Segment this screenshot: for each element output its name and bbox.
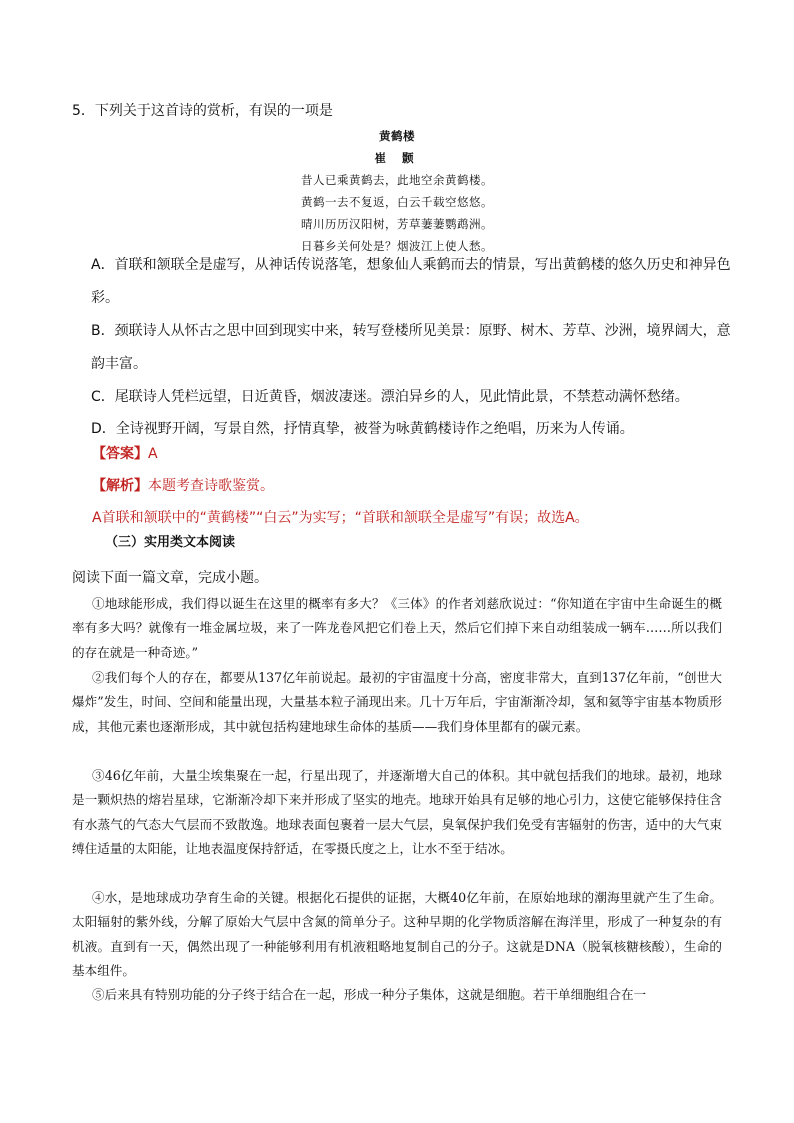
question-stem: 5．下列关于这首诗的赏析，有误的一项是 bbox=[72, 103, 333, 119]
analysis-label: 【解析】 bbox=[92, 478, 148, 494]
answer-line bbox=[92, 444, 158, 464]
poem-line: 黄鹤一去不复返，白云千载空悠悠。 bbox=[301, 195, 493, 209]
poem-line: 昔人已乘黄鹤去，此地空余黄鹤楼。 bbox=[301, 173, 493, 187]
analysis-detail: A首联和颔联中的“黄鹤楼”“白云”为实写；“首联和颔联全是虚写”有误；故选A。 bbox=[92, 510, 589, 526]
option-c: C．尾联诗人凭栏远望，日近黄昏，烟波凄迷。漂泊异乡的人，见此情此景，不禁惹动满怀愁绪。 bbox=[91, 389, 689, 405]
article-paragraph-4: ④水，是地球成功孕育生命的关键。根据化石提供的证据，大概40亿年前，在原始地球的潮海里就产生了生命。太阳辐射的紫外线，分解了原始大气层中含氮的简单分子。这种早期的化学物质溶解在海洋里，形成了一种复杂的有机液。直到有一天，偶然出现了一种能够利用有机液粗略地复制自己的分子。这就是DNA（脱氧核糖核酸），生命的基本组件。 bbox=[72, 890, 722, 979]
article-paragraph-1: ①地球能形成，我们得以诞生在这里的概率有多大？《三体》的作者刘慈欣说过：“你知道在宇宙中生命诞生的概率有多大吗？就像有一堆金属垃圾，来了一阵龙卷风把它们卷上天，然后它们掉下来自动组装成一辆车……所以我们的存在就是一种奇迹。” bbox=[72, 596, 722, 660]
option-d: D．全诗视野开阔，写景自然，抒情真挚，被誉为咏黄鹤楼诗作之绝唱，历来为人传诵。 bbox=[91, 421, 634, 437]
analysis-text: 本题考查诗歌鉴赏。 bbox=[148, 478, 274, 494]
analysis-line bbox=[92, 476, 274, 496]
option-b: B．颈联诗人从怀古之思中回到现实中来，转写登楼所见美景：原野、树木、芳草、沙洲，境界阔大，意韵丰富。 bbox=[91, 323, 731, 372]
poem-line: 晴川历历汉阳树，芳草萋萋鹦鹉洲。 bbox=[301, 217, 493, 231]
poem-line: 日暮乡关何处是？烟波江上使人愁。 bbox=[301, 239, 493, 253]
poem-author: 崔 颢 bbox=[374, 151, 420, 165]
article-paragraph-2: ②我们每个人的存在，都要从137亿年前说起。最初的宇宙温度十分高，密度非常大，直到137亿年前，“创世大爆炸”发生，时间、空间和能量出现，大量基本粒子涌现出来。几十万年后，宇宙渐渐冷却，氢和氦等宇宙基本物质形成，其他元素也逐渐形成，其中就包括构建地球生命体的基质——我们身体里都有的碳元素。 bbox=[72, 670, 722, 734]
answer-value: A bbox=[148, 446, 158, 462]
reading-instruction: 阅读下面一篇文章，完成小题。 bbox=[72, 570, 268, 586]
article-paragraph-3: ③46亿年前，大量尘埃集聚在一起，行星出现了，并逐渐增大自己的体积。其中就包括我们的地球。最初，地球是一颗炽热的熔岩星球，它渐渐冷却下来并形成了坚实的地壳。地球开始具有足够的地心引力，这使它能够保持住含有水蒸气的气态大气层而不致散逸。地球表面包裹着一层大气层，臭氧保护我们免受有害辐射的伤害，适中的大气束缚住适量的太阳能，让地表温度保持舒适，在零摄氏度之上，让水不至于结冰。 bbox=[72, 768, 722, 857]
option-a: A．首联和颔联全是虚写，从神话传说落笔，想象仙人乘鹤而去的情景，写出黄鹤楼的悠久历史和神异色彩。 bbox=[91, 257, 731, 306]
answer-label: 【答案】 bbox=[92, 446, 148, 462]
article-paragraph-5: ⑤后来具有特别功能的分子终于结合在一起，形成一种分子集体，这就是细胞。若干单细胞组合在一 bbox=[92, 987, 647, 1002]
poem-title: 黄鹤楼 bbox=[379, 129, 415, 143]
section-title: （三）实用类文本阅读 bbox=[105, 535, 236, 550]
